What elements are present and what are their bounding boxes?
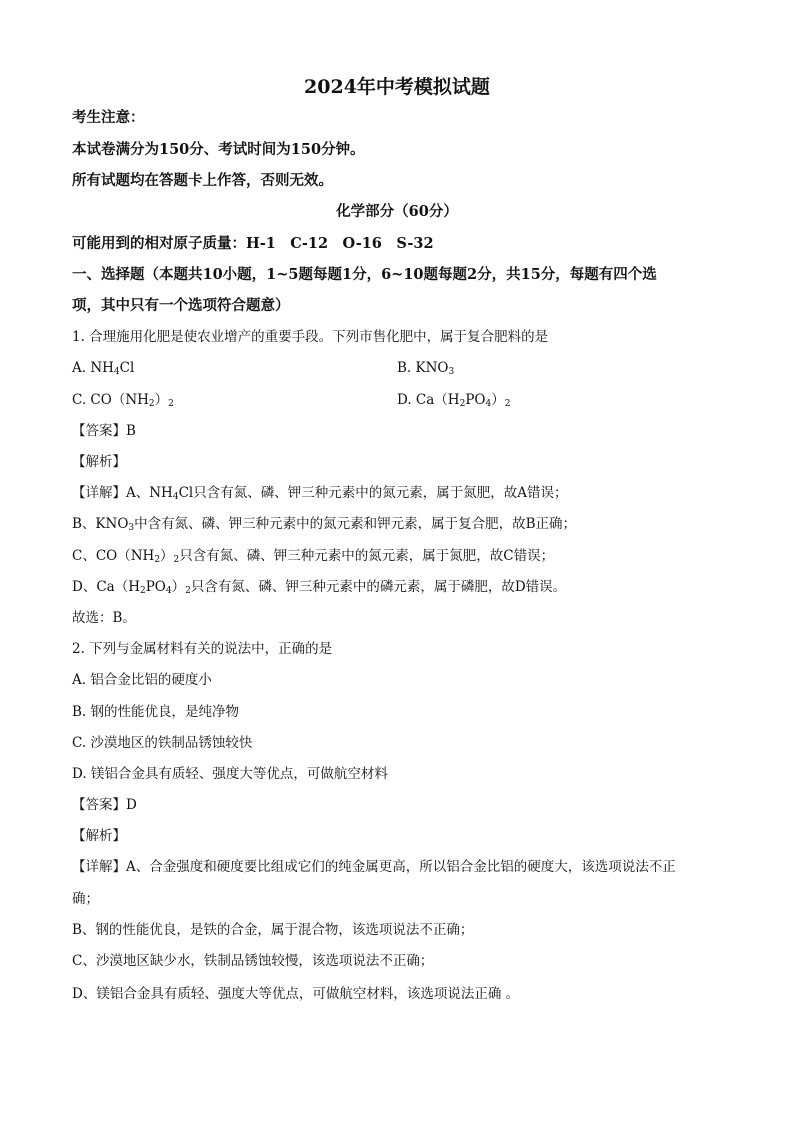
question-1-detail-d: D、$Ca(H_2PO_4)_2$只含有氮、磷、钾三种元素中的磷元素，属于磷肥，故D错误。 bbox=[72, 579, 567, 596]
part-title-line-2: 项，其中只有一个选项符合题意） bbox=[72, 297, 290, 314]
question-2-analysis-label: 【解析】 bbox=[72, 828, 126, 844]
atomic-mass-line: 可能用到的相对原子质量：H-1 C-12 O-16 S-32 bbox=[72, 235, 434, 252]
question-1-detail-b: B、$KNO_3$中含有氮、磷、钾三种元素中的氮元素和钾元素，属于复合肥，故B正确； bbox=[72, 516, 577, 533]
part-title-line-1: 一、选择题（本题共10小题，1~5题每题1分，6~10题每题2分，共15分，每题有四个选 bbox=[72, 266, 657, 283]
question-1-option-d: D. $Ca(H_2PO_4)_2$ bbox=[397, 392, 511, 409]
page-title: 2024年中考模拟试题 bbox=[304, 76, 490, 98]
question-2-option-d: D. 镁铝合金具有质轻、强度大等优点，可做航空材料 bbox=[72, 766, 388, 782]
question-2-option-b: B. 钢的性能优良，是纯净物 bbox=[72, 704, 240, 720]
question-2-answer: 【答案】D bbox=[72, 797, 137, 813]
question-1-answer: 【答案】B bbox=[72, 423, 136, 439]
question-2-detail-a-line-1: 【详解】A、合金强度和硬度要比组成它们的纯金属更高，所以铝合金比铝的硬度大，该选项说法不正 bbox=[72, 859, 676, 875]
question-2-stem: 2. 下列与金属材料有关的说法中，正确的是 bbox=[72, 641, 333, 657]
question-1-option-c: C. $CO(NH_2)_2$ bbox=[72, 392, 174, 409]
section-heading: 化学部分（60分） bbox=[336, 203, 458, 220]
notice-line-2: 所有试题均在答题卡上作答，否则无效。 bbox=[72, 172, 333, 189]
question-1-detail-a: 【详解】A、$NH_4Cl$只含有氮、磷、钾三种元素中的氮元素，属于氮肥，故A错误； bbox=[72, 485, 568, 502]
question-2-detail-d: D、镁铝合金具有质轻、强度大等优点，可做航空材料，该选项说法正确 。 bbox=[72, 986, 520, 1002]
question-1-option-a: A. $NH_4Cl$ bbox=[72, 360, 135, 377]
question-1-analysis-label: 【解析】 bbox=[72, 454, 126, 470]
question-1-detail-c: C、$CO(NH_2)_2$只含有氮、磷、钾三种元素中的氮元素，属于氮肥，故C错误； bbox=[72, 548, 555, 565]
question-1-option-b: B. $KNO_3$ bbox=[397, 360, 455, 377]
notice-heading: 考生注意： bbox=[72, 109, 145, 126]
question-1-stem: 1. 合理施用化肥是使农业增产的重要手段。下列市售化肥中，属于复合肥料的是 bbox=[72, 329, 549, 345]
question-1-conclusion: 故选：B。 bbox=[72, 610, 136, 626]
question-2-option-c: C. 沙漠地区的铁制品锈蚀较快 bbox=[72, 735, 253, 751]
question-2-option-a: A. 铝合金比铝的硬度小 bbox=[72, 672, 212, 688]
question-2-detail-c: C、沙漠地区缺少水，铁制品锈蚀较慢，该选项说法不正确； bbox=[72, 953, 434, 969]
question-2-detail-b: B、钢的性能优良，是铁的合金，属于混合物，该选项说法不正确； bbox=[72, 922, 474, 938]
question-2-detail-a-line-2: 确； bbox=[72, 891, 99, 907]
notice-line-1: 本试卷满分为150分、考试时间为150分钟。 bbox=[72, 141, 365, 158]
